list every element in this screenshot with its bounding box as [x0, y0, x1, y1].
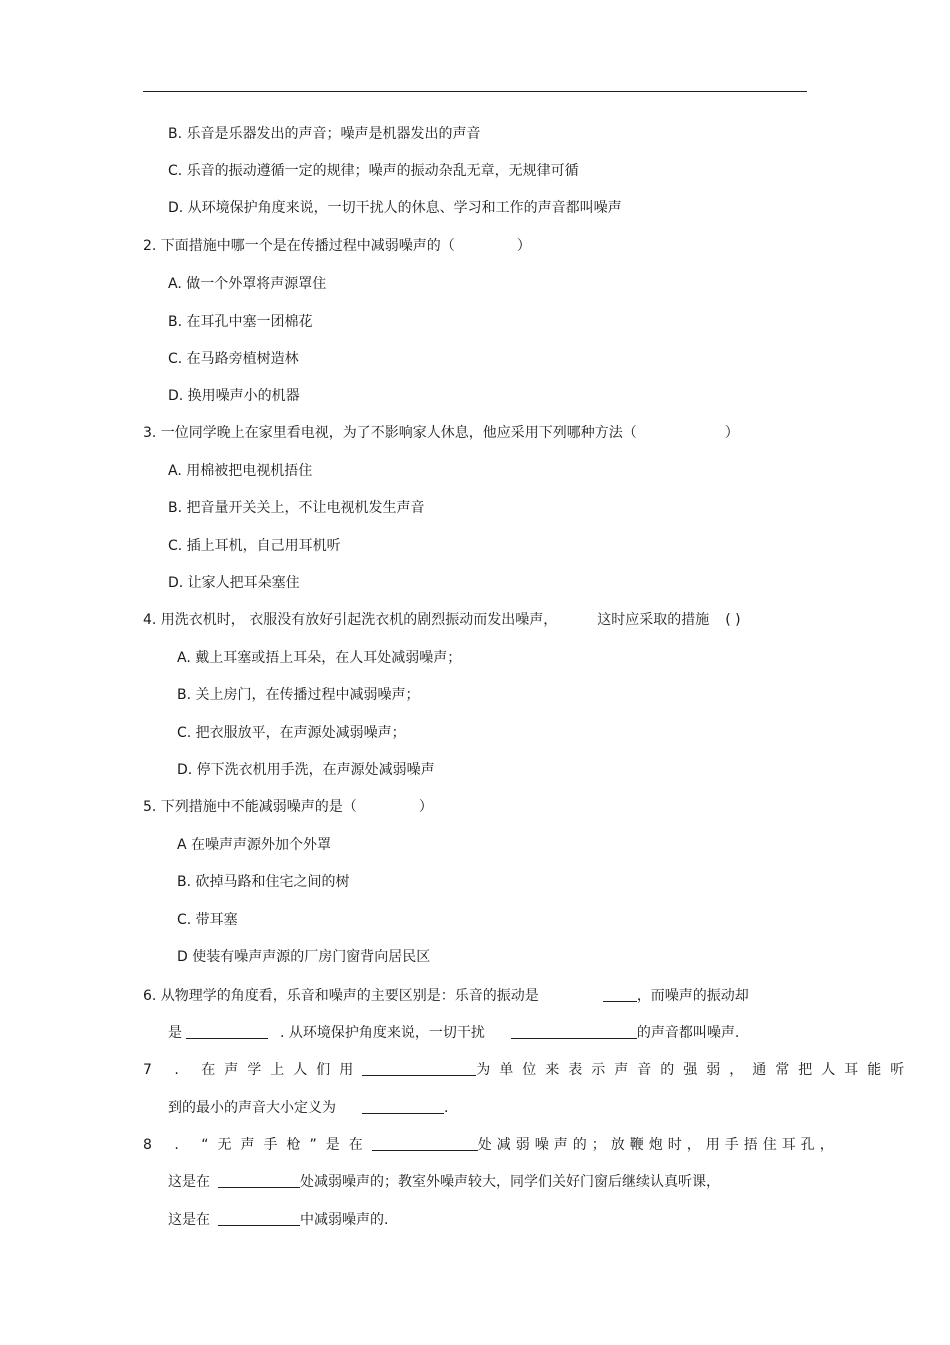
q5-option-a: A 在噪声声源外加个外罩: [177, 837, 332, 853]
q6-line-1: [143, 986, 749, 1006]
q7-text-4: .: [444, 1100, 449, 1116]
q6-text-3: 是: [168, 1025, 182, 1041]
q8-text-2: 处减弱噪声的；放鞭炮时，用手捂住耳孔，: [477, 1137, 839, 1153]
q3-stem-close: ）: [724, 425, 739, 441]
header-rule: [143, 91, 807, 92]
q8-text-5: 这是在: [168, 1212, 210, 1228]
q4-option-c: C. 把衣服放平，在声源处减弱噪声；: [177, 725, 406, 741]
q6-line-2: [168, 1023, 739, 1043]
q7-blank-2[interactable]: [362, 1099, 444, 1114]
q1-option-d: D. 从环境保护角度来说，一切干扰人的休息、学习和工作的声音都叫噪声: [168, 200, 622, 216]
q5-stem-text: 5. 下列措施中不能减弱噪声的是（: [143, 799, 357, 815]
q6-text-1: 6. 从物理学的角度看，乐音和噪声的主要区别是：乐音的振动是: [143, 988, 539, 1004]
q2-stem-close: ）: [516, 238, 531, 254]
q7-line-2: [168, 1098, 448, 1118]
q3-stem: [143, 423, 739, 443]
q6-text-2: ，而噪声的振动却: [636, 988, 749, 1004]
q5-option-d: D 使装有噪声声源的厂房门窗背向居民区: [177, 949, 431, 965]
q7-line-1: [143, 1060, 913, 1080]
q4-option-b: B. 关上房门，在传播过程中减弱噪声；: [177, 687, 420, 703]
q8-blank-1[interactable]: [372, 1136, 478, 1151]
q3-option-c: C. 插上耳机，自己用耳机听: [168, 538, 341, 554]
q5-stem: [143, 797, 433, 817]
q4-stem: [143, 610, 741, 630]
q4-option-a: A. 戴上耳塞或捂上耳朵，在人耳处减弱噪声；: [177, 650, 462, 666]
q3-option-d: D. 让家人把耳朵塞住: [168, 575, 300, 591]
q6-blank-3[interactable]: [511, 1024, 637, 1039]
q4-stem-text-2: 这时应采取的措施: [597, 612, 710, 628]
q1-option-c: C. 乐音的振动遵循一定的规律；噪声的振动杂乱无章，无规律可循: [168, 163, 579, 179]
q3-stem-text: 3. 一位同学晚上在家里看电视，为了不影响家人休息，他应采用下列哪种方法（: [143, 425, 637, 441]
q4-answer-paren: ( ): [725, 612, 741, 628]
q7-blank-1[interactable]: [362, 1061, 476, 1076]
q2-stem: [143, 236, 531, 256]
q2-option-b: B. 在耳孔中塞一团棉花: [168, 314, 313, 330]
q5-option-b: B. 砍掉马路和住宅之间的树: [177, 874, 350, 890]
q7-text-3: 到的最小的声音大小定义为: [168, 1100, 336, 1116]
q2-option-a: A. 做一个外罩将声源罩住: [168, 276, 327, 292]
q6-text-5: 的声音都叫噪声.: [636, 1025, 740, 1041]
q8-text-6: 中减弱噪声的.: [300, 1212, 389, 1228]
q5-stem-close: ）: [418, 799, 433, 815]
q1-option-b: B. 乐音是乐器发出的声音；噪声是机器发出的声音: [168, 126, 481, 142]
q2-option-d: D. 换用噪声小的机器: [168, 388, 300, 404]
q5-option-c: C. 带耳塞: [177, 912, 238, 928]
q2-stem-text: 2. 下面措施中哪一个是在传播过程中减弱噪声的（: [143, 238, 455, 254]
q4-option-d: D. 停下洗衣机用手洗，在声源处减弱噪声: [177, 762, 435, 778]
q6-text-4: . 从环境保护角度来说，一切干扰: [280, 1025, 485, 1041]
q3-option-b: B. 把音量开关关上，不让电视机发生声音: [168, 500, 425, 516]
q6-blank-2[interactable]: [186, 1024, 268, 1039]
q6-blank-1[interactable]: [603, 987, 637, 1002]
q7-text-2: 为单位来表示声音的强弱，通常把人耳能听: [476, 1062, 914, 1078]
q8-text-1: 8 . “无声手枪”是在: [143, 1137, 372, 1153]
q8-text-4: 处减弱噪声的；教室外噪声较大，同学们关好门窗后继续认真听课，: [300, 1174, 720, 1190]
q8-blank-3[interactable]: [218, 1211, 300, 1226]
q8-line-2: [168, 1172, 720, 1192]
q8-text-3: 这是在: [168, 1174, 210, 1190]
q3-option-a: A. 用棉被把电视机捂住: [168, 463, 313, 479]
q8-line-3: [168, 1210, 388, 1230]
q8-line-1: [143, 1135, 839, 1155]
q7-text-1: 7 . 在声学上人们用: [143, 1062, 363, 1078]
q4-stem-text-1: 4. 用洗衣机时， 衣服没有放好引起洗衣机的剧烈振动而发出噪声，: [143, 612, 558, 628]
q8-blank-2[interactable]: [218, 1173, 300, 1188]
q2-option-c: C. 在马路旁植树造林: [168, 351, 299, 367]
